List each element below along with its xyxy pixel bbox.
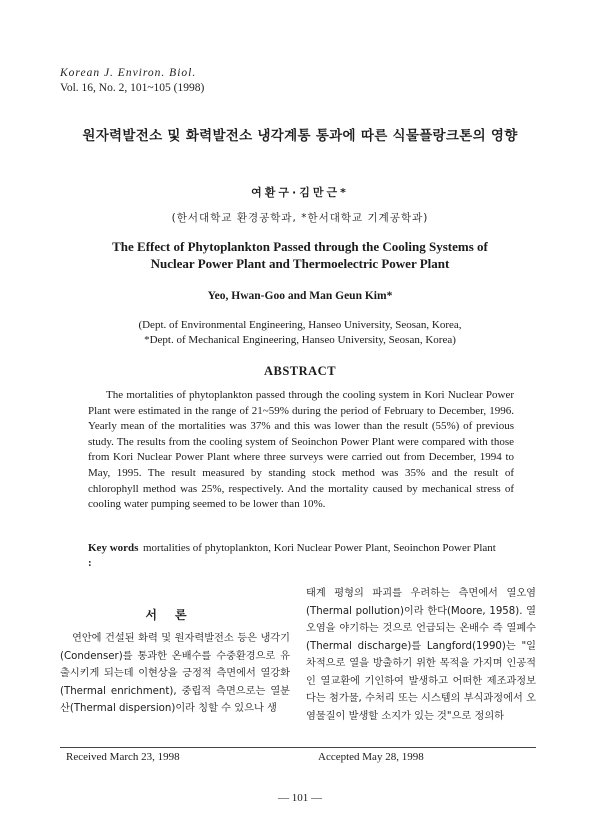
keywords-text: mortalities of phytoplankton, Kori Nuclear Power Plant, Seoinchon Power Plant: [143, 542, 496, 554]
english-authors: Yeo, Hwan-Goo and Man Geun Kim*: [207, 290, 393, 302]
english-title-line2: Nuclear Power Plant and Thermoelectric Power Plant: [150, 256, 450, 271]
english-title: [0, 238, 600, 272]
english-affiliation: [0, 318, 600, 348]
korean-title: 원자력발전소 및 화력발전소 냉각계통 통과에 따른 식물플랑크톤의 영향: [82, 128, 518, 144]
body-left-column: 연안에 건설된 화력 및 원자력발전소 등은 냉각기(Condenser)를 통과한 온배수를 수중환경으로 유출시키게 되는데 이현상을 긍정적 측면에서 열강화(Thermal enrichment), 중립적 측면으로는 열분산(Thermal dispersion)이라 칭할 수 있으나 생: [60, 633, 290, 714]
journal-name: Korean J. Environ. Biol.: [60, 67, 197, 79]
abstract-heading: ABSTRACT: [263, 364, 337, 378]
korean-authors: 여환구·김만근*: [251, 186, 349, 199]
accepted-date: Accepted May 28, 1998: [318, 751, 424, 763]
korean-affiliation: (한서대학교 환경공학과, *한서대학교 기계공학과): [171, 212, 429, 224]
body-right-column: 태계 평형의 파괴를 우려하는 측면에서 열오염(Thermal pollution)이라 한다(Moore, 1958). 열오염을 야기하는 것으로 언급되는 온배수 즉 열폐수(Thermal discharge)를 Langford(1990)는 "일차적으로 열을 방출하기 위한 목적을 가지며 인공적인 열교환에 기인하여 발생하고 어떠한 제조과정보다는 첨가물, 수처리 또는 시스템의 부식과정에서 오염물질이 발생할 소지가 있는 것"으로 정의하: [306, 588, 536, 722]
english-affiliation-line1: (Dept. of Environmental Engineering, Hanseo University, Seosan, Korea,: [138, 319, 462, 331]
journal-citation: [60, 66, 204, 96]
journal-volume: Vol. 16, No. 2, 101~105 (1998): [60, 82, 205, 94]
received-date: Received March 23, 1998: [66, 751, 180, 763]
keywords: [88, 541, 514, 571]
page-number: — 101 —: [278, 792, 322, 804]
abstract-text: The mortalities of phytoplankton passed through the cooling system in Kori Nuclear Power Plant were estimated in the range of 21~59% during the period of February to December, 1996. Yearly mean of the mortalities was 37% and this was lower than the result (55%) of previous study. The results from the cooling system of Seoinchon Power Plant were compared with those from Kori Nuclear Power Plant where three surveys were carried out from December, 1994 to May, 1995. The result measured by standing stock method was 35% and the result of chlorophyll method was 25%, respectively. And the mortality caused by mechanical stress of cooling water pumping seemed to be lower than 10%.: [88, 389, 514, 511]
english-affiliation-line2: *Dept. of Mechanical Engineering, Hanseo University, Seosan, Korea): [144, 334, 456, 346]
english-title-line1: The Effect of Phytoplankton Passed through the Cooling Systems of: [112, 239, 488, 254]
section-heading-introduction: 서론: [145, 608, 205, 622]
footnote-divider: [60, 747, 536, 748]
keywords-label: Key words :: [88, 542, 139, 569]
